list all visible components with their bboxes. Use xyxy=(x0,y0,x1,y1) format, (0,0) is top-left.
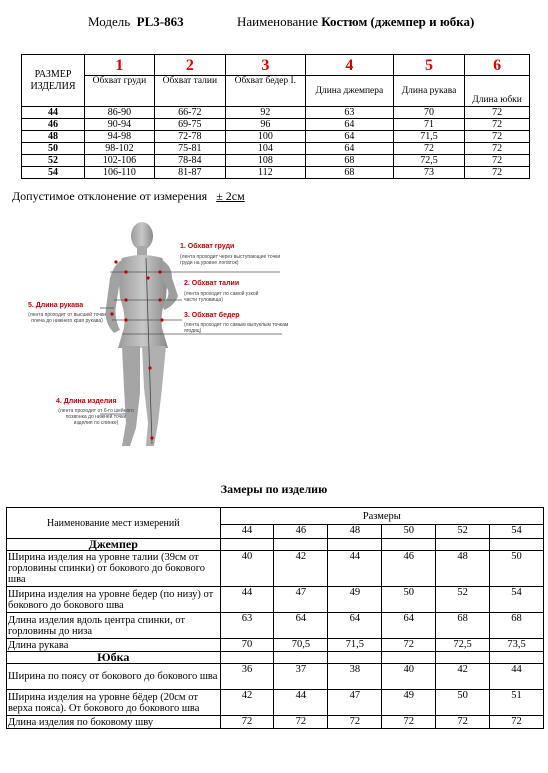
label-waist-desc: (лента проходит по самой узкой части туловища) xyxy=(184,291,259,303)
column-header: Длина рукава xyxy=(393,76,464,107)
table-row xyxy=(22,167,530,179)
value-cell: 64 xyxy=(305,119,393,131)
size-col: 44 xyxy=(220,525,274,539)
value-cell: 42 xyxy=(436,664,490,690)
value-cell: 75-81 xyxy=(154,143,225,155)
size-col: 46 xyxy=(274,525,328,539)
value-cell: 98-102 xyxy=(85,143,155,155)
column-number: 2 xyxy=(154,55,225,76)
section-title: Замеры по изделию xyxy=(220,482,328,496)
value-cell: 50 xyxy=(436,690,490,716)
row-label: Длина изделия по боковому шву xyxy=(7,716,221,729)
value-cell: 94-98 xyxy=(85,131,155,143)
column-header: Обхват груди xyxy=(85,76,155,107)
row-label: Длина рукава xyxy=(7,639,221,652)
value-cell: 71,5 xyxy=(393,131,464,143)
value-cell: 38 xyxy=(328,664,382,690)
row-label: Ширина по поясу от бокового до бокового шва xyxy=(7,664,221,690)
name-line xyxy=(237,14,474,30)
value-cell: 50 xyxy=(490,551,544,587)
model-code: PL3-863 xyxy=(136,14,184,29)
label-length-desc: (лента проходит от 6-го шейного позвонка до нижней точки изделия по спинке) xyxy=(58,408,134,426)
value-cell: 64 xyxy=(274,613,328,639)
value-cell: 36 xyxy=(220,664,274,690)
measurement-figure xyxy=(22,218,322,458)
value-cell: 72 xyxy=(465,143,530,155)
table-row xyxy=(22,131,530,143)
value-cell: 72 xyxy=(465,155,530,167)
value-cell: 70 xyxy=(220,639,274,652)
column-number: 6 xyxy=(465,55,530,76)
value-cell: 78-84 xyxy=(154,155,225,167)
table-row xyxy=(7,551,544,587)
name-label: Наименование xyxy=(237,14,318,29)
value-cell: 47 xyxy=(274,587,328,613)
value-cell: 72 xyxy=(436,716,490,729)
table-row xyxy=(22,143,530,155)
table-row xyxy=(22,107,530,119)
row-label: Ширина изделия на уровне бёдер (20см от верха пояса). От бокового до бокового шва xyxy=(7,690,221,716)
value-cell: 72-78 xyxy=(154,131,225,143)
value-cell: 64 xyxy=(328,613,382,639)
tolerance-text: Допустимое отклонение от измерения xyxy=(12,189,208,203)
value-cell: 81-87 xyxy=(154,167,225,179)
value-cell: 44 xyxy=(220,587,274,613)
value-cell: 106-110 xyxy=(85,167,155,179)
column-header: Длина юбки xyxy=(465,76,530,107)
column-header: Обхват бедер I. xyxy=(225,76,305,107)
value-cell: 72 xyxy=(465,131,530,143)
value-cell: 44 xyxy=(274,690,328,716)
value-cell: 68 xyxy=(436,613,490,639)
value-cell: 72,5 xyxy=(393,155,464,167)
table-row xyxy=(7,716,544,729)
label-chest: 1. Обхват груди xyxy=(180,243,235,250)
size-cell: 50 xyxy=(22,143,85,155)
value-cell: 50 xyxy=(382,587,436,613)
value-cell: 63 xyxy=(220,613,274,639)
value-cell: 72 xyxy=(393,143,464,155)
size-header: РАЗМЕР ИЗДЕЛИЯ xyxy=(22,55,85,107)
value-cell: 44 xyxy=(490,664,544,690)
label-waist: 2. Обхват талии xyxy=(184,280,240,287)
value-cell: 40 xyxy=(220,551,274,587)
size-cell: 52 xyxy=(22,155,85,167)
value-cell: 104 xyxy=(225,143,305,155)
value-cell: 63 xyxy=(305,107,393,119)
value-cell: 72 xyxy=(465,167,530,179)
garment-table xyxy=(6,507,544,729)
value-cell: 70 xyxy=(393,107,464,119)
value-cell: 92 xyxy=(225,107,305,119)
table-row xyxy=(7,639,544,652)
value-cell: 66-72 xyxy=(154,107,225,119)
value-cell: 47 xyxy=(328,690,382,716)
column-number: 5 xyxy=(393,55,464,76)
column-number: 1 xyxy=(85,55,155,76)
tolerance-value: ± 2см xyxy=(216,189,245,203)
value-cell: 72 xyxy=(328,716,382,729)
value-cell: 96 xyxy=(225,119,305,131)
value-cell: 40 xyxy=(382,664,436,690)
column-number: 3 xyxy=(225,55,305,76)
value-cell: 71 xyxy=(393,119,464,131)
value-cell: 64 xyxy=(305,143,393,155)
value-cell: 100 xyxy=(225,131,305,143)
value-cell: 72 xyxy=(382,639,436,652)
value-cell: 90-94 xyxy=(85,119,155,131)
label-hips: 3. Обхват бедер xyxy=(184,312,240,319)
size-col: 48 xyxy=(328,525,382,539)
row-label: Длина изделия вдоль центра спинки, от горловины до низа xyxy=(7,613,221,639)
label-hips-desc: (лента проходит по самым выпуклым точкам ягодиц) xyxy=(184,322,289,334)
size-table xyxy=(21,54,530,179)
value-cell: 112 xyxy=(225,167,305,179)
size-cell: 44 xyxy=(22,107,85,119)
value-cell: 72 xyxy=(465,107,530,119)
size-col: 54 xyxy=(490,525,544,539)
size-cell: 54 xyxy=(22,167,85,179)
section-skirt: Юбка xyxy=(7,652,221,664)
section-jumper: Джемпер xyxy=(7,539,221,551)
row-label: Ширина изделия на уровне талии (39см от горловины спинки) от бокового до бокового шва xyxy=(7,551,221,587)
value-cell: 42 xyxy=(220,690,274,716)
table-row xyxy=(22,119,530,131)
document-header xyxy=(0,14,548,32)
value-cell: 54 xyxy=(490,587,544,613)
value-cell: 64 xyxy=(382,613,436,639)
value-cell: 72,5 xyxy=(436,639,490,652)
value-cell: 49 xyxy=(328,587,382,613)
table-row xyxy=(7,587,544,613)
value-cell: 68 xyxy=(305,155,393,167)
value-cell: 72 xyxy=(220,716,274,729)
value-cell: 86-90 xyxy=(85,107,155,119)
value-cell: 70,5 xyxy=(274,639,328,652)
label-length: 4. Длина изделия xyxy=(56,398,117,405)
value-cell: 44 xyxy=(328,551,382,587)
value-cell: 46 xyxy=(382,551,436,587)
size-cell: 46 xyxy=(22,119,85,131)
value-cell: 69-75 xyxy=(154,119,225,131)
name-header: Наименование мест измерений xyxy=(7,508,221,539)
size-col: 50 xyxy=(382,525,436,539)
tolerance-note xyxy=(12,189,245,204)
column-header: Обхват талии xyxy=(154,76,225,107)
value-cell: 102-106 xyxy=(85,155,155,167)
value-cell: 37 xyxy=(274,664,328,690)
value-cell: 73 xyxy=(393,167,464,179)
value-cell: 64 xyxy=(305,131,393,143)
value-cell: 68 xyxy=(490,613,544,639)
table-row xyxy=(22,155,530,167)
label-sleeve-desc: (лента проходит от высшей точки плеча до нижнего края рукава) xyxy=(28,312,106,324)
value-cell: 72 xyxy=(382,716,436,729)
value-cell: 42 xyxy=(274,551,328,587)
table-row xyxy=(7,690,544,716)
value-cell: 73,5 xyxy=(490,639,544,652)
value-cell: 51 xyxy=(490,690,544,716)
value-cell: 49 xyxy=(382,690,436,716)
value-cell: 108 xyxy=(225,155,305,167)
value-cell: 68 xyxy=(305,167,393,179)
model-line xyxy=(88,14,184,30)
label-sleeve: 5. Длина рукава xyxy=(28,302,84,309)
size-col: 52 xyxy=(436,525,490,539)
table-row xyxy=(7,613,544,639)
value-cell: 52 xyxy=(436,587,490,613)
column-header: Длина джемпера xyxy=(305,76,393,107)
name-value: Костюм (джемпер и юбка) xyxy=(321,14,475,29)
table-row xyxy=(7,664,544,690)
row-label: Ширина изделия на уровне бедер (по низу) от бокового до бокового шва xyxy=(7,587,221,613)
label-chest-desc: (лента проходит через выступающие точки груди на уровне лопаток) xyxy=(180,254,281,266)
value-cell: 72 xyxy=(465,119,530,131)
value-cell: 71,5 xyxy=(328,639,382,652)
sizes-header: Размеры xyxy=(220,508,543,525)
value-cell: 48 xyxy=(436,551,490,587)
value-cell: 72 xyxy=(274,716,328,729)
value-cell: 72 xyxy=(490,716,544,729)
size-cell: 48 xyxy=(22,131,85,143)
model-label: Модель xyxy=(88,14,131,29)
column-number: 4 xyxy=(305,55,393,76)
